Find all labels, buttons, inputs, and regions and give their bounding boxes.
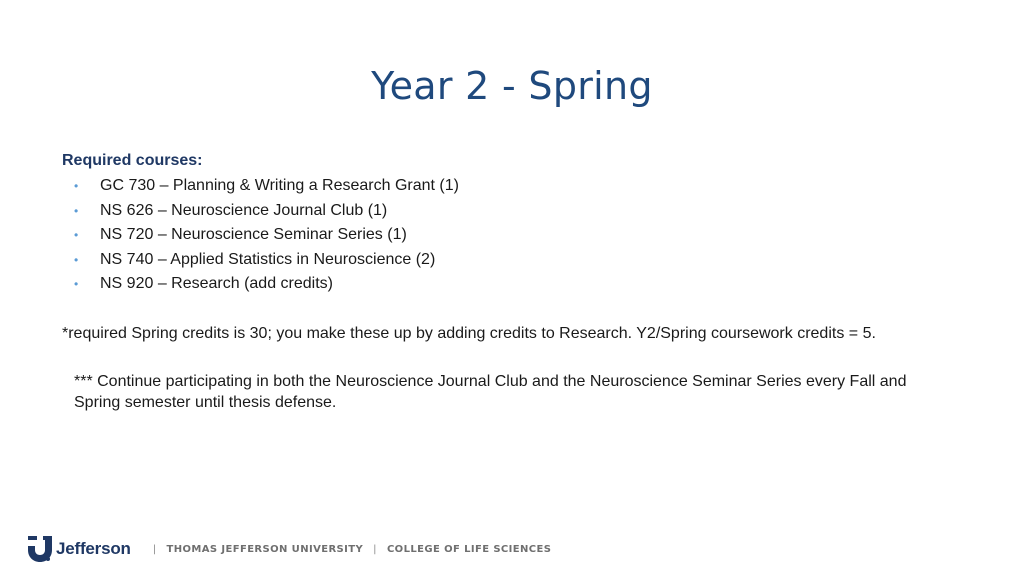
footer-institution <box>143 544 552 555</box>
footer-separator: | <box>373 543 377 555</box>
jefferson-j-icon <box>28 536 52 562</box>
course-text: NS 626 – Neuroscience Journal Club (1) <box>100 201 388 219</box>
list-item <box>62 174 962 199</box>
list-item <box>62 248 962 273</box>
course-list <box>62 174 962 297</box>
required-courses-heading: Required courses: <box>62 152 203 169</box>
slide-title: Year 2 - Spring <box>371 64 653 108</box>
bullet-icon: • <box>74 179 79 193</box>
bullet-icon: • <box>74 252 79 267</box>
bullet-icon: • <box>74 277 79 291</box>
footer <box>28 533 551 565</box>
list-item <box>62 223 962 248</box>
university-name: THOMAS JEFFERSON UNIVERSITY <box>166 543 364 555</box>
list-item <box>62 199 962 224</box>
course-text: NS 740 – Applied Statistics in Neuroscience (2) <box>100 250 436 268</box>
slide-content <box>62 152 962 413</box>
bullet-icon: • <box>74 228 79 242</box>
credits-note: *required Spring credits is 30; you make these up by adding credits to Research. Y2/Spring coursework credits = 5. <box>62 324 876 342</box>
college-name: COLLEGE OF LIFE SCIENCES <box>386 543 552 555</box>
list-item <box>62 272 962 297</box>
course-text: GC 730 – Planning & Writing a Research Grant (1) <box>100 177 459 194</box>
course-text: NS 720 – Neuroscience Seminar Series (1) <box>100 226 407 243</box>
bullet-icon: • <box>74 203 79 218</box>
logo-wordmark: Jefferson <box>56 539 131 558</box>
footer-separator: | <box>152 543 157 555</box>
continue-note: *** Continue participating in both the Neuroscience Journal Club and the Neuroscience Seminar Series every Fall and Spring semester until thesis defense. <box>74 372 907 411</box>
course-text: NS 920 – Research (add credits) <box>100 275 333 292</box>
